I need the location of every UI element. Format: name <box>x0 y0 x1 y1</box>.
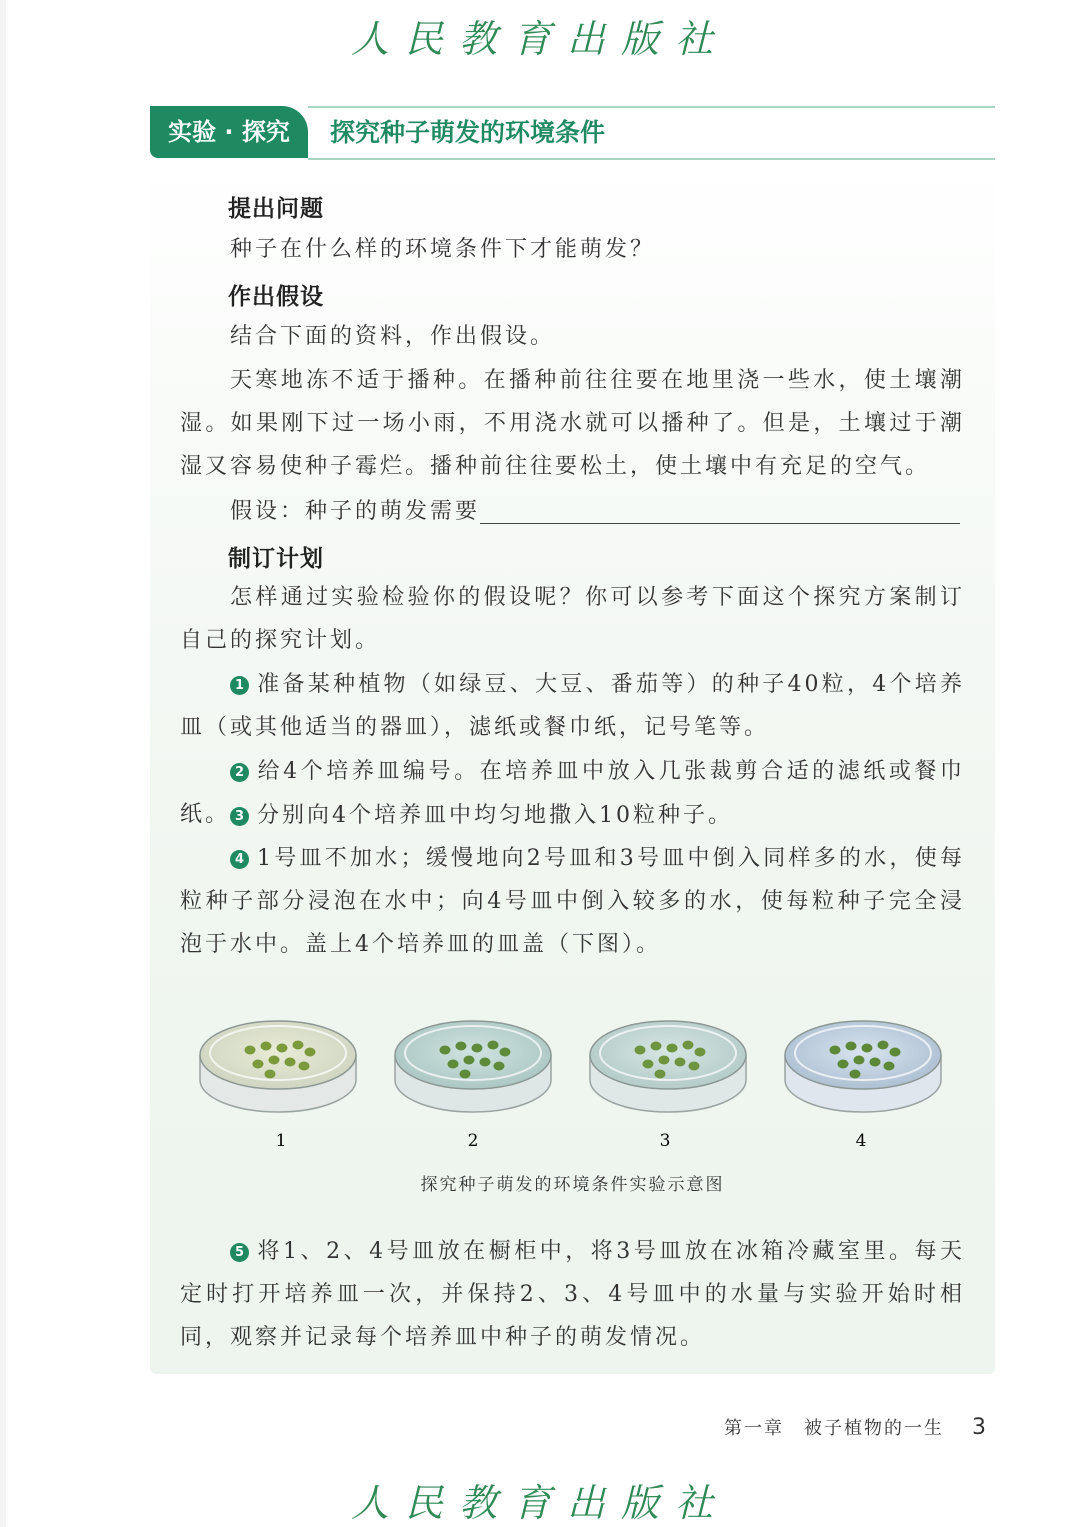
seed <box>862 1044 873 1053</box>
seed <box>689 1062 700 1071</box>
step-number-badge: 3 <box>230 807 249 826</box>
seed <box>846 1042 857 1051</box>
seed <box>460 1070 471 1079</box>
page-footer <box>724 1414 988 1440</box>
step-number-badge: 4 <box>230 850 249 869</box>
step-text: 给4个培养皿编号。在培养皿中放入几张裁剪合适的滤纸或餐巾纸。 <box>180 759 965 827</box>
dish-label-4: 4 <box>855 1131 867 1150</box>
seed <box>265 1070 276 1079</box>
petri-dish-3 <box>590 1021 746 1112</box>
header-title: 探究种子萌发的环境条件 <box>330 118 606 147</box>
step-3 <box>180 794 965 837</box>
page-number: 3 <box>972 1415 988 1440</box>
dish-label-3: 3 <box>659 1131 671 1150</box>
dish-label-1: 1 <box>275 1131 287 1150</box>
seed <box>448 1060 459 1069</box>
step-number-badge: 2 <box>230 763 249 782</box>
header-tag: 实验 · 探究 <box>150 106 308 158</box>
seed <box>870 1058 881 1067</box>
seed <box>488 1041 499 1050</box>
step-number-badge: 5 <box>230 1243 249 1262</box>
seed <box>890 1048 901 1057</box>
publisher-logo-bottom: 人民教育出版社 <box>350 1481 729 1525</box>
seed <box>643 1060 654 1069</box>
chapter-title: 第一章 被子植物的一生 <box>724 1418 944 1439</box>
seed <box>440 1046 451 1055</box>
seed <box>830 1046 841 1055</box>
figure-caption: 探究种子萌发的环境条件实验示意图 <box>420 1175 725 1195</box>
seed <box>305 1048 316 1057</box>
question-text: 种子在什么样的环境条件下才能萌发？ <box>230 237 656 262</box>
seed <box>695 1048 706 1057</box>
seed <box>269 1056 280 1065</box>
page-edge <box>0 0 6 1527</box>
seed <box>494 1062 505 1071</box>
petri-dish-1 <box>200 1021 356 1112</box>
hypothesis-intro: 结合下面的资料，作出假设。 <box>230 324 556 349</box>
question-heading: 提出问题 <box>228 196 324 222</box>
seed <box>261 1042 272 1051</box>
step-text: 分别向4个培养皿中均匀地撒入10粒种子。 <box>257 803 733 828</box>
seed <box>245 1046 256 1055</box>
seed <box>675 1058 686 1067</box>
seed <box>480 1058 491 1067</box>
dish-label-2: 2 <box>467 1131 479 1150</box>
seed <box>299 1062 310 1071</box>
seed <box>854 1056 865 1065</box>
material-paragraph: 天寒地冻不适于播种。在播种前往往要在地里浇一些水，使土壤潮湿。如果刚下过一场小雨，不用浇水就可以播种了。但是，土壤过于潮湿又容易使种子霉烂。播种前往往要松土，使土壤中有充足的空气。 <box>180 368 965 479</box>
section-header <box>150 106 995 160</box>
publisher-logo-top: 人民教育出版社 <box>350 17 729 61</box>
seed <box>472 1044 483 1053</box>
seed <box>464 1056 475 1065</box>
hypothesis-heading: 作出假设 <box>228 284 324 310</box>
seed <box>850 1070 861 1079</box>
answer-blank[interactable] <box>480 497 960 524</box>
seed <box>667 1044 678 1053</box>
seed <box>878 1041 889 1050</box>
plan-intro: 怎样通过实验检验你的假设呢？你可以参考下面这个探究方案制订自己的探究计划。 <box>180 585 965 653</box>
seed <box>651 1042 662 1051</box>
step-text: 准备某种植物（如绿豆、大豆、番茄等）的种子40粒，4个培养皿（或其他适当的器皿），滤纸或餐巾纸，记号笔等。 <box>180 672 965 740</box>
plan-heading: 制订计划 <box>228 546 324 572</box>
seed <box>683 1041 694 1050</box>
step-text: 1号皿不加水；缓慢地向2号皿和3号皿中倒入同样多的水，使每粒种子部分浸泡在水中；向4号皿中倒入较多的水，使每粒种子完全浸泡于水中。盖上4个培养皿的皿盖（下图）。 <box>180 846 965 957</box>
seed <box>285 1058 296 1067</box>
step-4 <box>180 837 965 966</box>
step-5 <box>180 1230 965 1359</box>
seed <box>456 1042 467 1051</box>
seed <box>659 1056 670 1065</box>
step-1 <box>180 663 965 749</box>
petri-dish-2 <box>395 1021 551 1112</box>
seed <box>635 1046 646 1055</box>
hypothesis-prompt-line <box>230 490 965 533</box>
hypothesis-prompt: 假设：种子的萌发需要 <box>230 499 481 524</box>
petri-dish-figure <box>195 1010 955 1150</box>
seed <box>500 1048 511 1057</box>
seed <box>884 1062 895 1071</box>
seed <box>838 1060 849 1069</box>
seed <box>277 1044 288 1053</box>
petri-dish-4 <box>785 1021 941 1112</box>
step-text: 将1、2、4号皿放在橱柜中，将3号皿放在冰箱冷藏室里。每天定时打开培养皿一次，并保持2、3、4号皿中的水量与实验开始时相同，观察并记录每个培养皿中种子的萌发情况。 <box>180 1239 965 1350</box>
seed <box>293 1041 304 1050</box>
step-number-badge: 1 <box>230 676 249 695</box>
seed <box>253 1060 264 1069</box>
seed <box>655 1070 666 1079</box>
